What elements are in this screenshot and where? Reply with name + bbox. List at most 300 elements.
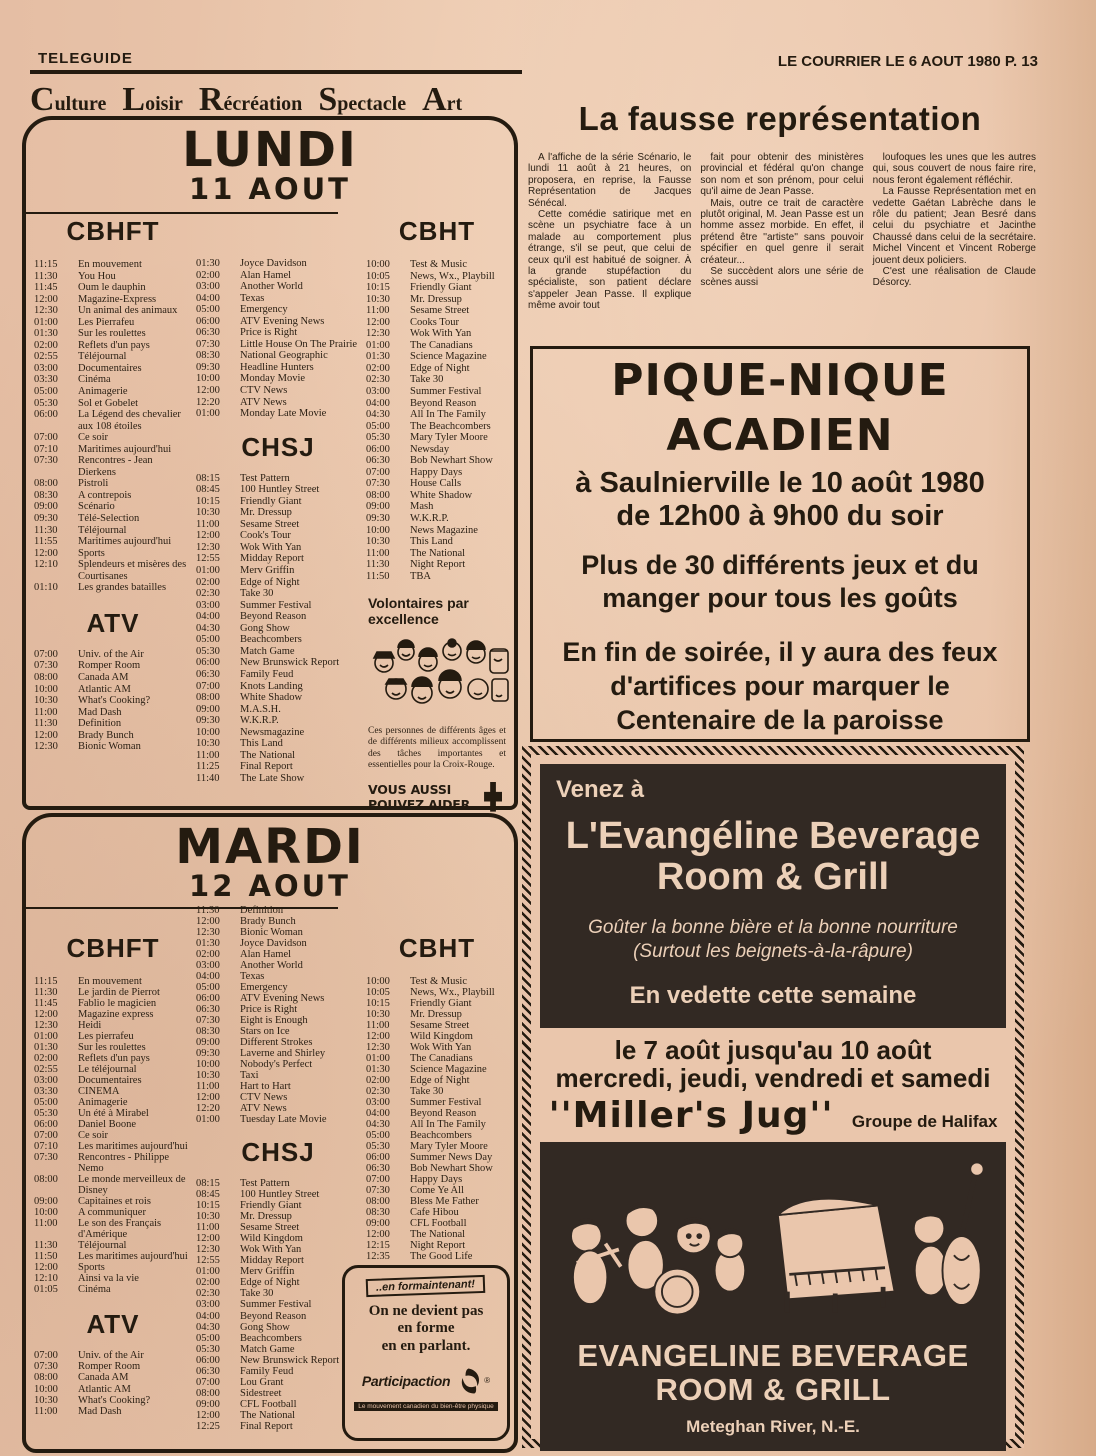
listing-row: [366, 1031, 508, 1042]
listing-time: 05:00: [196, 634, 220, 646]
listing-program: Price is Right: [240, 1004, 298, 1016]
listing-program: Headline Hunters: [240, 361, 314, 373]
listing-row: [196, 408, 360, 420]
listing-time: 11:30: [34, 1240, 58, 1252]
listing-row: [34, 1395, 192, 1406]
listing-time: 10:30: [366, 293, 390, 305]
listing-time: 11:30: [34, 718, 58, 730]
listing-row: [196, 1399, 360, 1410]
picnic-fireworks-line: [533, 636, 1027, 737]
listing-time: 01:10: [34, 582, 58, 594]
listing-row: [196, 1233, 360, 1244]
evangeline-ad-header-block: [540, 764, 1006, 1028]
listing-row: [196, 588, 360, 600]
article-headline: La fausse représentation: [578, 100, 982, 137]
listing-program: The National: [410, 1229, 466, 1241]
listing-program: Science Magazine: [410, 1064, 487, 1076]
listing-time: 05:00: [196, 1332, 220, 1344]
channel-header-atv: ATV: [86, 607, 140, 638]
evangeline-dates1: le 7 août jusqu'au 10 août: [614, 1034, 932, 1065]
listing-program: Brady Bunch: [240, 916, 296, 928]
listing-row: [366, 998, 508, 1009]
listing-program: CTV News: [240, 1092, 288, 1104]
listing-program: News Magazine: [410, 524, 478, 536]
listing-program: Magazine-Express: [78, 293, 157, 305]
listing-row: [366, 1075, 508, 1086]
listing-program: Different Strokes: [240, 1037, 313, 1049]
listing-time: 06:30: [196, 1004, 220, 1016]
listing-time: 06:30: [366, 455, 390, 467]
evangeline-dates2: mercredi, jeudi, vendredi et samedi: [555, 1063, 991, 1094]
participaction-swirl-icon: [452, 1367, 482, 1395]
listing-program: What's Cooking?: [78, 1394, 151, 1406]
listing-time: 12:00: [196, 1409, 220, 1421]
listing-program: Bionic Woman: [240, 927, 303, 939]
listing-row: [34, 351, 192, 363]
listing-row: [34, 1119, 192, 1130]
listing-time: 02:30: [366, 374, 390, 386]
listing-row: [196, 927, 360, 938]
listing-time: 07:30: [366, 478, 390, 490]
listing-program: Edge of Night: [410, 362, 470, 374]
listing-row: [196, 681, 360, 693]
listing-program: Atlantic AM: [78, 1383, 131, 1395]
listing-row: [196, 1366, 360, 1377]
listing-time: 03:00: [196, 599, 220, 611]
listing-time: 07:30: [34, 1152, 58, 1164]
listing-row: [196, 473, 360, 485]
listing-time: 11:30: [34, 987, 58, 999]
listing-time: 11:00: [34, 1405, 58, 1417]
listing-program: Take 30: [410, 374, 444, 386]
channel-header-cbhft: CBHFT: [66, 216, 160, 246]
listing-time: 12:35: [366, 1251, 390, 1263]
listing-program: Take 30: [410, 1086, 444, 1098]
listing-program: Magazine express: [78, 1009, 154, 1021]
listing-time: 02:30: [366, 1086, 390, 1098]
listing-time: 12:00: [366, 1229, 390, 1241]
listing-time: 06:00: [196, 993, 220, 1005]
newspaper-date-page: LE COURRIER LE 6 AOUT 1980 P. 13: [777, 53, 1038, 70]
listing-program: Cinéma: [78, 374, 111, 386]
listing-program: Les grandes batailles: [78, 582, 167, 594]
listing-program: Beyond Reason: [410, 1108, 477, 1120]
listing-program: Newsmagazine: [240, 726, 305, 738]
listing-row: [34, 1174, 192, 1196]
listing-program: Summer Festival: [240, 599, 312, 611]
listing-row: [196, 542, 360, 554]
listing-program: ATV News: [240, 396, 287, 408]
listing-row: [34, 976, 192, 987]
listing-program: Sports: [78, 1262, 105, 1274]
day-title-lundi: LUNDI: [182, 122, 358, 178]
listing-time: 10:30: [366, 1009, 390, 1021]
listing-program: Lou Grant: [240, 1376, 284, 1388]
listing-program: Match Game: [240, 1343, 295, 1355]
listing-time: 02:00: [196, 576, 220, 588]
listing-row: [196, 1355, 360, 1366]
listing-row: [34, 490, 192, 502]
listing-row: [196, 507, 360, 519]
listing-time: 05:00: [34, 1097, 58, 1109]
listing-time: 12:00: [34, 293, 58, 305]
listing-row: [34, 259, 192, 271]
listing-time: 07:00: [34, 432, 58, 444]
listing-program: Alan Hamel: [240, 949, 292, 961]
picnic-fireworks-line-c: Centenaire de la paroisse: [616, 704, 944, 735]
listing-program: Sesame Street: [240, 518, 300, 530]
listing-program: Rencontres - Jean Dierkens: [78, 455, 153, 478]
listing-program: Sports: [78, 547, 105, 559]
day-date-lundi: 11 AOUT: [189, 172, 351, 206]
listing-row: [196, 1015, 360, 1026]
listing-row: [196, 373, 360, 385]
listing-row: [34, 363, 192, 375]
evangeline-dates-block: [540, 1028, 1006, 1142]
listing-time: 12:00: [366, 1031, 390, 1043]
listing-row: [196, 1288, 360, 1299]
listing-program: Sesame Street: [240, 1222, 300, 1234]
listing-program: White Shadow: [240, 692, 303, 704]
listing-time: 06:00: [366, 443, 390, 455]
listing-program: En mouvement: [78, 976, 142, 987]
listing-time: 04:30: [196, 1321, 220, 1333]
listing-time: 07:30: [366, 1185, 390, 1197]
listing-program: Rencontres - Philippe Nemo: [78, 1152, 169, 1175]
listing-time: 11:30: [34, 524, 58, 536]
listing-time: 03:00: [196, 281, 220, 293]
listing-row: [196, 761, 360, 773]
listing-time: 03:30: [34, 1086, 58, 1098]
listing-program: Documentaires: [78, 1075, 142, 1087]
listing-program: Cooks Tour: [410, 316, 459, 328]
listing-program: Mary Tyler Moore: [410, 432, 488, 444]
listing-program: Friendly Giant: [240, 495, 302, 507]
listing-time: 10:30: [366, 536, 390, 548]
listing-program: Ainsi va la vie: [78, 1273, 139, 1285]
picnic-ad: [530, 346, 1030, 742]
listing-time: 10:00: [34, 1383, 58, 1395]
listing-row: [196, 553, 360, 565]
listing-program: W.K.R.P.: [240, 715, 279, 727]
listing-row: [34, 730, 192, 742]
listing-row: [196, 646, 360, 658]
listing-row: [196, 949, 360, 960]
participaction-banner: ..en formaintenant!: [366, 1275, 486, 1297]
listing-time: 12:00: [34, 729, 58, 741]
listing-time: 08:00: [34, 671, 58, 683]
listing-time: 02:55: [34, 351, 58, 363]
listing-row: [196, 1421, 360, 1432]
listing-time: 11:50: [34, 1251, 58, 1263]
listing-row: [196, 938, 360, 949]
listing-program: Téléjournal: [78, 351, 127, 363]
listing-row: [366, 478, 508, 490]
listing-row: [34, 1384, 192, 1395]
listing-time: 11:15: [34, 976, 58, 987]
listing-time: 11:45: [34, 282, 58, 294]
listing-time: 10:05: [366, 270, 390, 282]
listing-row: [366, 1042, 508, 1053]
listing-time: 11:55: [34, 536, 58, 548]
listing-row: [196, 971, 360, 982]
listing-row: [34, 695, 192, 707]
listing-row: [366, 1196, 508, 1207]
listing-time: 02:30: [196, 588, 220, 600]
listing-program: Scénario: [78, 501, 115, 513]
listing-time: 06:30: [196, 327, 220, 339]
channel-header-cbhft: CBHFT: [66, 933, 160, 963]
listing-time: 09:30: [196, 715, 220, 727]
listing-program: Le monde merveilleux de Disney: [78, 1174, 186, 1197]
listing-program: Happy Days: [410, 466, 463, 478]
listing-program: New Brunswick Report: [240, 1354, 340, 1366]
article-column-3: [873, 152, 1036, 311]
listing-row: [366, 1130, 508, 1141]
listing-program: Capitaines et rois: [78, 1196, 151, 1208]
listing-program: Daniel Boone: [78, 1119, 137, 1131]
channel-header-atv: ATV: [86, 1309, 140, 1340]
listing-time: 08:45: [196, 1189, 220, 1201]
listing-program: Wok With Yan: [240, 1244, 302, 1256]
listing-time: 05:30: [366, 432, 390, 444]
listing-row: [34, 1141, 192, 1152]
listing-program: Summer Festival: [410, 1097, 482, 1109]
listing-program: Gong Show: [240, 1321, 290, 1333]
listing-time: 10:00: [196, 373, 220, 385]
listing-time: 12:25: [196, 1420, 220, 1432]
listing-time: 05:30: [34, 397, 58, 409]
listing-row: [196, 519, 360, 531]
listing-program: The Good Life: [410, 1251, 473, 1263]
listing-row: [196, 339, 360, 351]
listing-time: 02:00: [34, 1053, 58, 1065]
listing-row: [366, 976, 508, 987]
listing-row: [366, 328, 508, 340]
listing-time: 06:00: [196, 1354, 220, 1366]
listing-program: Reflets d'un pays: [78, 1053, 150, 1065]
picnic-location-date: à Saulnierville le 10 août 1980: [575, 466, 985, 499]
listing-program: CINEMA: [78, 1086, 120, 1098]
atv-mardi-listings: [34, 1350, 192, 1416]
listing-program: Mr. Dressup: [410, 1009, 462, 1021]
listing-row: [34, 1207, 192, 1218]
listing-time: 05:00: [196, 982, 220, 994]
listing-time: 12:20: [196, 396, 220, 408]
listing-program: Téléjournal: [78, 1240, 127, 1252]
listing-time: 08:45: [196, 484, 220, 496]
listing-time: 10:30: [196, 738, 220, 750]
listing-row: [196, 715, 360, 727]
listing-row: [196, 1081, 360, 1092]
listing-row: [366, 1064, 508, 1075]
mardi-listings-panel: [22, 813, 518, 1453]
listing-row: [196, 704, 360, 716]
listing-row: [34, 1020, 192, 1031]
listing-time: 12:30: [196, 1244, 220, 1256]
listing-time: 02:00: [366, 1075, 390, 1087]
listing-row: [196, 750, 360, 762]
listing-time: 11:50: [366, 570, 390, 582]
listing-program: Match Game: [240, 645, 295, 657]
listing-program: Wild Kingdom: [410, 1031, 473, 1043]
listing-time: 12:30: [34, 1020, 58, 1032]
listing-program: The Canadians: [410, 339, 473, 351]
listing-program: Documentaires: [78, 362, 142, 374]
listing-row: [196, 692, 360, 704]
listing-program: Le jardin de Pierrot: [78, 987, 160, 999]
listing-program: This Land: [410, 536, 453, 548]
channel-header-chsj: CHSJ: [241, 1137, 315, 1168]
listing-time: 08:15: [196, 472, 220, 484]
listing-row: [366, 421, 508, 433]
listing-program: Le téléjournal: [78, 1064, 137, 1076]
listing-time: 07:00: [196, 1376, 220, 1388]
listing-row: [366, 987, 508, 998]
article-la-fausse-representation: [528, 152, 1036, 311]
listing-time: 06:00: [34, 1119, 58, 1131]
listing-row: [196, 281, 360, 293]
listing-program: Texas: [240, 292, 265, 304]
listing-time: 11:30: [34, 270, 58, 282]
listing-time: 05:30: [34, 1108, 58, 1120]
participaction-psa: [342, 1265, 510, 1441]
listing-row: [34, 501, 192, 513]
listing-time: 01:00: [196, 1266, 220, 1278]
listing-time: 11:00: [366, 1020, 390, 1032]
evangeline-tagline2: (Surtout les beignets-à-la-râpure): [633, 940, 913, 962]
listing-time: 10:30: [196, 1211, 220, 1223]
listing-row: [366, 1119, 508, 1130]
listing-time: 08:15: [196, 1178, 220, 1190]
listing-row: [196, 1178, 360, 1189]
listing-time: 06:30: [366, 1163, 390, 1175]
listing-row: [196, 1322, 360, 1333]
listing-row: [196, 304, 360, 316]
listing-program: Maritimes aujourd'hui: [78, 536, 172, 548]
listing-program: Monday Movie: [240, 373, 306, 385]
listing-time: 03:00: [34, 1075, 58, 1087]
listing-row: [34, 455, 192, 478]
listing-row: [196, 1410, 360, 1421]
listing-time: 09:00: [196, 703, 220, 715]
listing-program: Wild Kingdom: [240, 1233, 303, 1245]
listing-row: [196, 1189, 360, 1200]
listing-row: [196, 1004, 360, 1015]
listing-time: 12:30: [366, 328, 390, 340]
participaction-text-line3: en en parlant.: [381, 1337, 471, 1354]
lundi-listings-panel: [22, 116, 518, 810]
channel-header-cbht: CBHT: [398, 933, 476, 963]
article-paragraph: loufoques les unes que les autres qui, sous couvert de nous faire rire, nous feront également réfléchir.: [872, 152, 1036, 186]
listing-program: Another World: [240, 281, 303, 293]
article-paragraph: Cette comédie satirique met en scène un psychiatre face à un malade au comportement plus étrange, s'il se peut, que celui de ceux qu'il est habitué de soigner. À la grande stupéfaction du spécialiste, son patient déclare s'appeler Jean Passe. Il explique même avoir tout: [528, 208, 692, 312]
listing-time: 03:00: [366, 1097, 390, 1109]
listing-row: [366, 444, 508, 456]
listing-program: Atlantic AM: [78, 683, 131, 695]
listing-program: Definition: [78, 718, 122, 730]
listing-row: [196, 1048, 360, 1059]
listing-row: [366, 467, 508, 479]
listing-program: Stars on Ice: [240, 1026, 290, 1038]
listing-time: 06:00: [366, 1152, 390, 1164]
listing-program: The National: [410, 547, 466, 559]
listing-time: 03:00: [196, 1299, 220, 1311]
listing-program: Merv Griffin: [240, 565, 295, 577]
listing-program: Beyond Reason: [240, 1310, 307, 1322]
category-word: Culture: [30, 81, 107, 118]
listing-program: Cook's Tour: [240, 530, 291, 542]
listing-row: [34, 998, 192, 1009]
listing-row: [366, 305, 508, 317]
article-paragraph: C'est une réalisation de Claude Désorcy.: [872, 265, 1036, 289]
listing-time: 08:00: [196, 1387, 220, 1399]
picnic-title-line1: PIQUE-NIQUE: [611, 355, 949, 406]
listing-program: Ce soir: [78, 1130, 109, 1142]
listing-program: Definition: [240, 905, 284, 916]
listing-program: Beachcombers: [410, 1130, 472, 1142]
listing-program: House Calls: [410, 478, 462, 490]
listing-program: You Hou: [78, 270, 116, 282]
listing-program: En mouvement: [78, 259, 142, 270]
listing-time: 02:00: [366, 362, 390, 374]
listing-program: Splendeurs et misères des Courtisanes: [78, 559, 187, 582]
listing-program: Sesame Street: [410, 1020, 470, 1032]
listing-row: [34, 1361, 192, 1372]
listing-time: 05:30: [196, 645, 220, 657]
listing-program: Take 30: [240, 588, 274, 600]
listing-row: [34, 707, 192, 719]
listing-row: [366, 1251, 508, 1262]
listing-time: 06:30: [196, 668, 220, 680]
listing-program: Test Pattern: [240, 1178, 290, 1190]
listing-time: 12:00: [366, 316, 390, 328]
listing-program: All In The Family: [410, 409, 486, 421]
listing-program: Knots Landing: [240, 680, 303, 692]
listing-program: Les Pierrafeu: [78, 316, 135, 328]
listing-row: [196, 1244, 360, 1255]
listing-program: Sol et Gobelet: [78, 397, 139, 409]
listing-program: 100 Huntley Street: [240, 1189, 320, 1201]
listing-row: [196, 1388, 360, 1399]
listing-time: 12:00: [196, 530, 220, 542]
listing-program: Texas: [240, 971, 265, 983]
listing-program: Test & Music: [410, 976, 468, 987]
listing-program: Test & Music: [410, 259, 468, 270]
listing-program: Ce soir: [78, 432, 109, 444]
title-rule: [26, 212, 338, 214]
listing-program: Le son des Français d'Amérique: [78, 1218, 162, 1241]
listing-row: [34, 1251, 192, 1262]
listing-time: 12:30: [196, 927, 220, 939]
listing-row: [196, 1070, 360, 1081]
listing-program: The National: [240, 749, 296, 761]
listing-program: White Shadow: [410, 489, 473, 501]
listing-time: 08:00: [34, 1372, 58, 1384]
listing-program: News, Wx., Playbill: [410, 270, 495, 282]
listing-row: [34, 398, 192, 410]
cbhft-mardi-listings: [34, 976, 192, 1295]
listing-program: Les maritimes aujourd'hui: [78, 1251, 188, 1263]
listing-program: Cafe Hibou: [410, 1207, 459, 1219]
listing-program: Edge of Night: [410, 1075, 470, 1087]
listing-row: [366, 1053, 508, 1064]
listing-program: Heidi: [78, 1020, 102, 1032]
listing-row: [34, 1406, 192, 1417]
article-paragraph: fait pour obtenir des ministères provincial et fédéral qu'on change son nom et son prénom, pour celui qu'il aime de Jean Passe.: [700, 152, 864, 198]
listing-row: [196, 1037, 360, 1048]
listing-row: [366, 455, 508, 467]
